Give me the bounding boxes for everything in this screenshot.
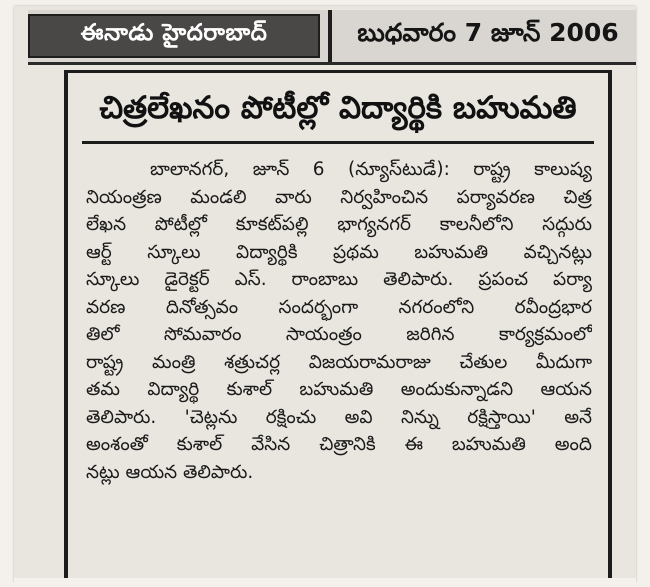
article-line: తిలో సోమవారం సాయంత్రం జరిగిన కార్యక్రమంలో — [86, 324, 592, 345]
article-line: అంశంతో కుశాల్ వేసిన చిత్రానికి ఈ బహుమతి అంది — [86, 434, 592, 455]
article-line: రాష్ట్ర మంత్రి శత్రుచర్ల విజయరామరాజు చేతుల మీదుగా — [86, 351, 592, 373]
article-line: తమ విద్యార్థి కుశాల్ బహుమతి అందుకున్నాడని ఆయన — [86, 379, 592, 400]
article-line: ఆర్ట్ స్కూలు విద్యార్థికి ప్రథమ బహుమతి వచ్చినట్లు — [86, 241, 592, 263]
article-line: నట్లు ఆయన తెలిపారు. — [86, 461, 254, 483]
masthead-paper-name: ఈనాడు హైదరాబాద్ — [28, 14, 320, 58]
page-edge — [14, 578, 636, 587]
article-body — [86, 156, 592, 486]
masthead-divider — [328, 10, 332, 62]
masthead-date: బుధవారం 7 జూన్ 2006 — [357, 18, 619, 47]
headline-divider — [82, 141, 594, 144]
article-line: స్కూలు డైరెక్టర్ ఎస్. రాంబాబు తెలిపారు. ప్రపంచ పర్యా — [86, 269, 592, 290]
article-line: బాలానగర్, జూన్ 6 (న్యూస్‌టుడే): రాష్ట్ర కాలుష్య — [150, 159, 592, 180]
article — [64, 70, 612, 580]
article-headline: చిత్రలేఖనం పోటీల్లో విద్యార్థికి బహుమతి — [99, 90, 577, 126]
article-line: తెలిపారు. 'చెట్లను రక్షించు అవి నిన్ను రక్షిస్తాయి' అనే — [86, 406, 592, 428]
article-line: లేఖన పోటీల్లో కూకట్‌పల్లి భాగ్యనగర్ కాలనీలోని సద్గురు — [86, 214, 592, 235]
article-line: నియంత్రణ మండలి వారు నిర్వహించిన పర్యావరణ చిత్ర — [86, 186, 592, 208]
masthead — [28, 10, 636, 65]
article-line: వరణ దినోత్సవం సందర్భంగా నగరంలోని రవీంద్రభార — [86, 296, 592, 318]
